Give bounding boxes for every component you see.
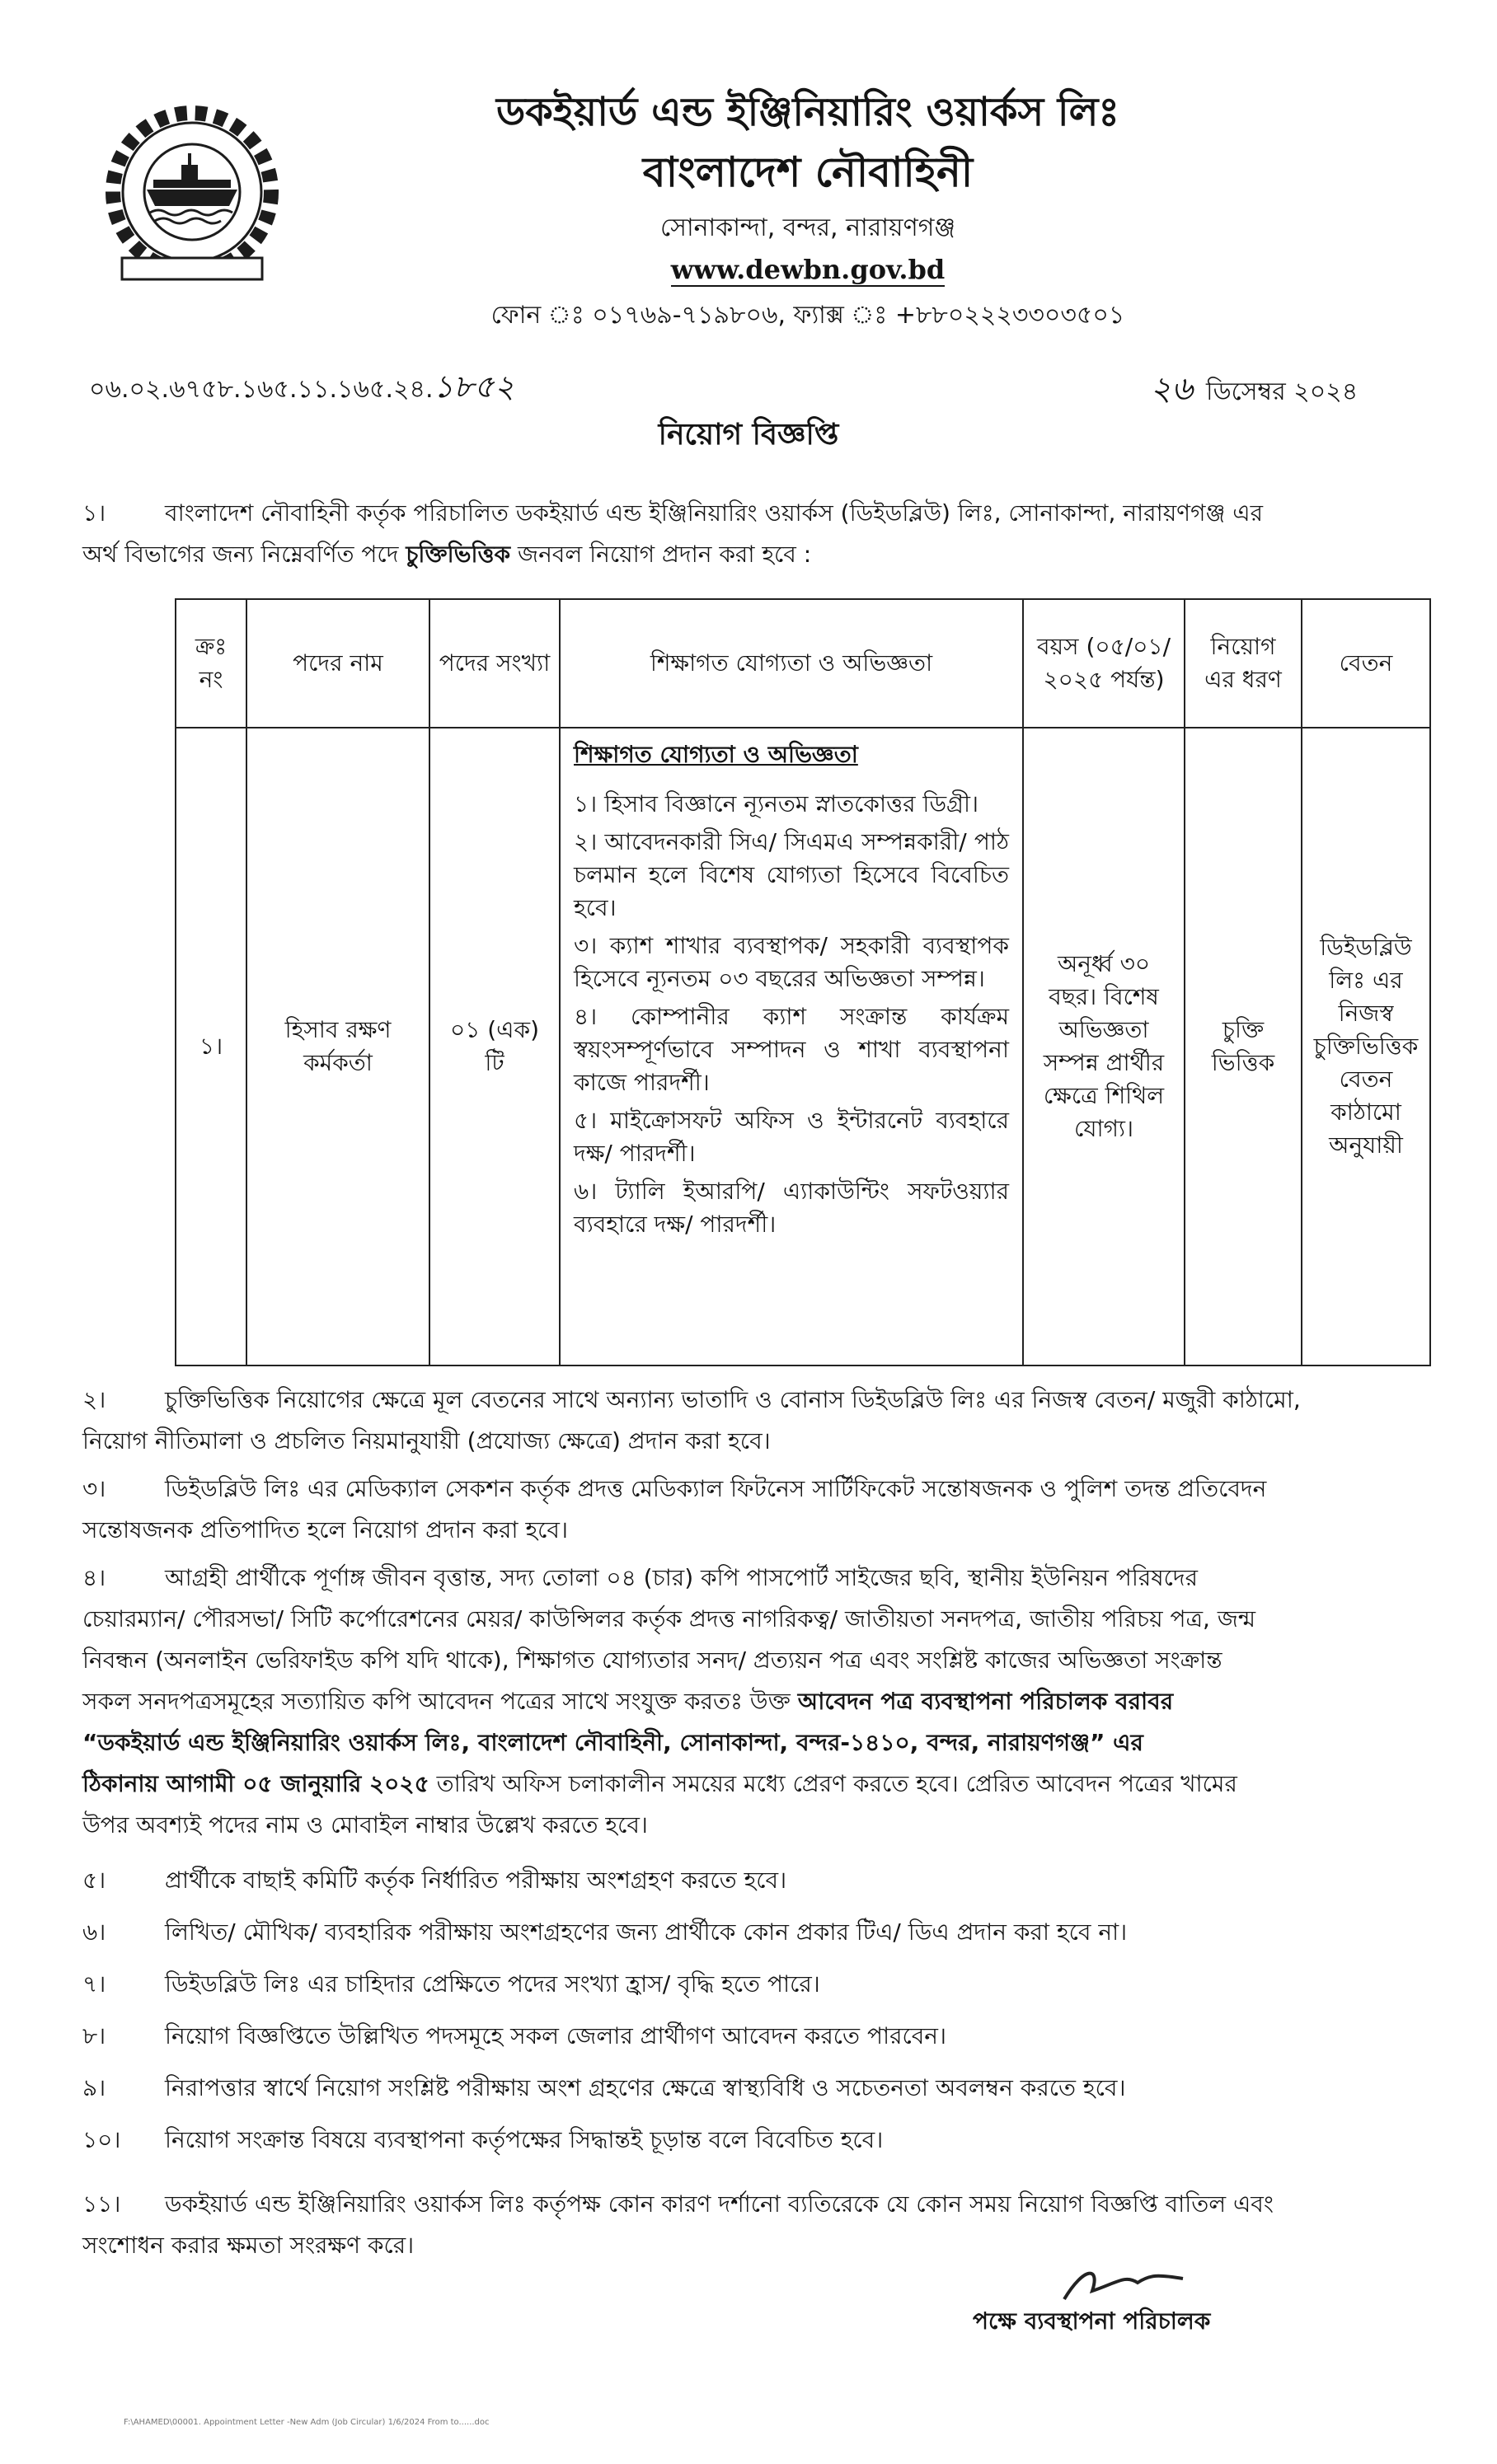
- signatory: পক্ষে ব্যবস্থাপনা পরিচালক: [973, 2307, 1211, 2335]
- qualification-heading: শিক্ষাগত যোগ্যতা ও অভিজ্ঞতা: [574, 741, 858, 768]
- qualification-item: ৬। ট্যালি ইআরপি/ এ্যাকাউন্টিং সফটওয়্যার ব্যবহারে দক্ষ/ পারদর্শী।: [574, 1178, 1009, 1238]
- items-list: [82, 1854, 1434, 2166]
- paragraph-4: ৪। আগ্রহী প্রার্থীকে পূর্ণাঙ্গ জীবন বৃত্তান্ত, সদ্য তোলা ০৪ (চার) কপি পাসপোর্ট সাইজের ছবি, স্থানীয় ইউনিয়ন পরিষদের চেয়ারম্যান/ পৌরসভা/ সিটি কর্পোরেশনের মেয়র/ কাউন্সিলর কর্তৃক প্রদত্ত নাগরিকত্ব/ জাতীয়তা সনদপত্র, জাতীয় পরিচয় পত্র, জন্ম নিবন্ধন (অনলাইন ভেরিফাইড কপি যদি থাকে), শিক্ষাগত যোগ্যতার সনদ/ প্রত্যয়ন পত্র এবং সংশ্লিষ্ট কাজের অভিজ্ঞতা সংক্রান্ত সকল সনদপত্রসমূহের সত্যায়িত কপি আবেদন পত্রের সাথে সংযুক্ত করতঃ উক্ত আবেদন পত্র ব্যবস্থাপনা পরিচালক বরাবর “ডকইয়ার্ড এন্ড ইঞ্জিনিয়ারিং ওয়ার্কস লিঃ, বাংলাদেশ নৌবাহিনী, সোনাকান্দা, বন্দর-১৪১০, বন্দর, নারায়ণগঞ্জ” এর ঠিকানায় আগামী ০৫ জানুয়ারি ২০২৫ তারিখ অফিস চলাকালীন সময়ের মধ্যে প্রেরণ করতে হবে। প্রেরিত আবেদন পত্রের খামের উপর অবশ্যই পদের নাম ও মোবাইল নাম্বার উল্লেখ করতে হবে।: [82, 1564, 1256, 1839]
- list-item: ৫। প্রার্থীকে বাছাই কমিটি কর্তৃক নির্ধারিত পরীক্ষায় অংশগ্রহণ করতে হবে।: [82, 1867, 787, 1894]
- list-item: ১০। নিয়োগ সংক্রান্ত বিষয়ে ব্যবস্থাপনা কর্তৃপক্ষের সিদ্ধান্তই চূড়ান্ত বলে বিবেচিত হবে।: [82, 2126, 884, 2153]
- org-name: ডকইয়ার্ড এন্ড ইঞ্জিনিয়ারিং ওয়ার্কস লিঃ: [495, 89, 1120, 135]
- signature-scribble-icon: [1059, 2258, 1191, 2307]
- cell-qualification: [560, 728, 1023, 1366]
- qualification-item: ৫। মাইক্রোসফট অফিস ও ইন্টারনেট ব্যবহারে দক্ষ/ পারদর্শী।: [574, 1107, 1009, 1167]
- cell-age: অনূর্ধ্ব ৩০ বছর। বিশেষ অভিজ্ঞতা সম্পন্ন প্রার্থীর ক্ষেত্রে শিথিল যোগ্য।: [1023, 728, 1185, 1366]
- col-salary: বেতন: [1302, 599, 1430, 728]
- qualification-item: ৩। ক্যাশ শাখার ব্যবস্থাপক/ সহকারী ব্যবস্থাপক হিসেবে ন্যূনতম ০৩ বছরের অভিজ্ঞতা সম্পন্ন।: [574, 932, 1009, 992]
- paragraph-1: ১। বাংলাদেশ নৌবাহিনী কর্তৃক পরিচালিত ডকইয়ার্ড এন্ড ইঞ্জিনিয়ারিং ওয়ার্কস (ডিইডব্লিউ) লিঃ, সোনাকান্দা, নারায়ণগঞ্জ এর অর্থ বিভাগের জন্য নিম্নেবর্ণিত পদে চুক্তিভিত্তিক জনবল নিয়োগ প্রদান করা হবে :: [82, 499, 1263, 568]
- col-qualification: শিক্ষাগত যোগ্যতা ও অভিজ্ঞতা: [560, 599, 1023, 728]
- qualification-item: ১। হিসাব বিজ্ঞানে ন্যূনতম স্নাতকোত্তর ডিগ্রী।: [574, 790, 979, 817]
- cell-salary: ডিইডব্লিউ লিঃ এর নিজস্ব চুক্তিভিত্তিক বেতন কাঠামো অনুযায়ী: [1302, 728, 1430, 1366]
- file-path-footer: F:\AHAMED\00001. Appointment Letter -New Adm (Job Circular) 1/6/2024 From to......doc: [124, 2418, 490, 2427]
- col-count: পদের সংখ্যা: [429, 599, 560, 728]
- table-row: [176, 728, 1430, 1366]
- page-title: নিয়োগ বিজ্ঞপ্তি: [658, 418, 839, 452]
- paragraph-11: ১১। ডকইয়ার্ড এন্ড ইঞ্জিনিয়ারিং ওয়ার্কস লিঃ কর্তৃপক্ষ কোন কারণ দর্শানো ব্যতিরেকে যে কোন সময় নিয়োগ বিজ্ঞপ্তি বাতিল এবং সংশোধন করার ক্ষমতা সংরক্ষণ করে।: [82, 2190, 1274, 2259]
- list-item: ৬। লিখিত/ মৌখিক/ ব্যবহারিক পরীক্ষায় অংশগ্রহণের জন্য প্রার্থীকে কোন প্রকার টিএ/ ডিএ প্রদান করা হবে না।: [82, 1918, 1128, 1946]
- col-serial: ক্রঃ নং: [176, 599, 246, 728]
- col-age: বয়স (০৫/০১/ ২০২৫ পর্যন্ত): [1023, 599, 1185, 728]
- qualification-item: ২। আবেদনকারী সিএ/ সিএমএ সম্পন্নকারী/ পাঠ চলমান হলে বিশেষ যোগ্যতা হিসেবে বিবেচিত হবে।: [574, 828, 1009, 921]
- dew-logo-icon: [89, 89, 295, 295]
- cell-count: ০১ (এক) টি: [429, 728, 560, 1366]
- paragraph-2: ২। চুক্তিভিত্তিক নিয়োগের ক্ষেত্রে মূল বেতনের সাথে অন্যান্য ভাতাদি ও বোনাস ডিইডব্লিউ লিঃ এর নিজস্ব বেতন/ মজুরী কাঠামো, নিয়োগ নীতিমালা ও প্রচলিত নিয়মানুযায়ী (প্রযোজ্য ক্ষেত্রে) প্রদান করা হবে।: [82, 1386, 1301, 1455]
- contact-info: ফোন ঃ ০১৭৬৯-৭১৯৮০৬, ফ্যাক্স ঃ +৮৮০২২২৩৩০৩৫০১: [490, 301, 1125, 330]
- qualification-item: ৪। কোম্পানীর ক্যাশ সংক্রান্ত কার্যক্রম স্বয়ংসম্পূর্ণভাবে সম্পাদন ও শাখা ব্যবস্থাপনা কাজে পারদর্শী।: [574, 1003, 1009, 1096]
- cell-type: চুক্তি ভিত্তিক: [1185, 728, 1302, 1366]
- col-post: পদের নাম: [246, 599, 429, 728]
- cell-post: হিসাব রক্ষণ কর্মকর্তা: [246, 728, 429, 1366]
- col-type: নিয়োগ এর ধরণ: [1185, 599, 1302, 728]
- paragraph-3: ৩। ডিইডব্লিউ লিঃ এর মেডিক্যাল সেকশন কর্তৃক প্রদত্ত মেডিক্যাল ফিটনেস সার্টিফিকেট সন্তোষজনক ও পুলিশ তদন্ত প্রতিবেদন সন্তোষজনক প্রতিপাদিত হলে নিয়োগ প্রদান করা হবে।: [82, 1475, 1267, 1544]
- memo-reference: ০৬.০২.৬৭৫৮.১৬৫.১১.১৬৫.২৪.১৮৫২: [89, 368, 515, 405]
- website-link[interactable]: www.dewbn.gov.bd: [670, 254, 946, 285]
- cell-serial: ১।: [176, 728, 246, 1366]
- list-item: ৮। নিয়োগ বিজ্ঞপ্তিতে উল্লিখিত পদসমূহে সকল জেলার প্রার্থীগণ আবেদন করতে পারবেন।: [82, 2022, 947, 2049]
- address: সোনাকান্দা, বন্দর, নারায়ণগঞ্জ: [659, 213, 956, 242]
- list-item: ৯। নিরাপত্তার স্বার্থে নিয়োগ সংশ্লিষ্ট পরীক্ষায় অংশ গ্রহণের ক্ষেত্রে স্বাস্থ্যবিধি ও সচেতনতা অবলম্বন করতে হবে।: [82, 2074, 1126, 2101]
- memo-date: ২৬ ডিসেম্বর ২০২৪: [1150, 370, 1359, 408]
- navy-name: বাংলাদেশ নৌবাহিনী: [642, 148, 974, 196]
- list-item: ৭। ডিইডব্লিউ লিঃ এর চাহিদার প্রেক্ষিতে পদের সংখ্যা হ্রাস/ বৃদ্ধি হতে পারে।: [82, 1970, 820, 1998]
- table-header-row: [176, 599, 1430, 728]
- vacancy-table: [175, 598, 1431, 1366]
